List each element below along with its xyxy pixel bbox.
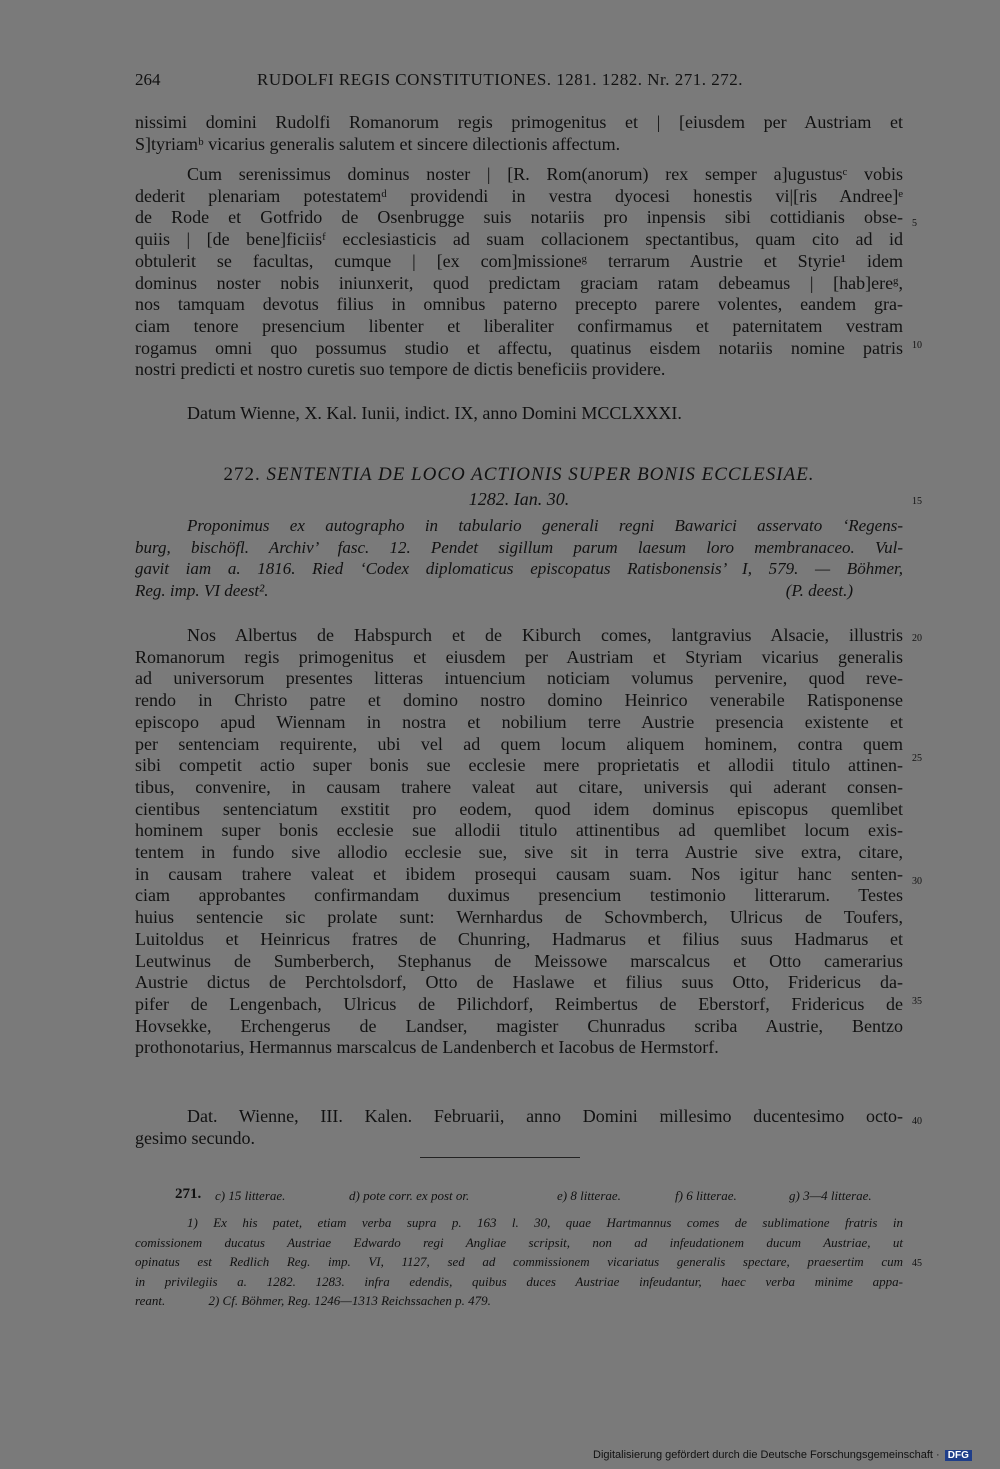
text-line: sibi competit actio super bonis sue ecclesie mere proprietatis et allodii titulo attinen- — [135, 755, 903, 776]
footnote-item: f) 6 litterae. — [675, 1188, 737, 1203]
text-line: comissionem ducatus Austriae Edwardo regi Angliae scripsit, non ad infeudationem ducum Austriae, ut — [135, 1234, 903, 1250]
footnote-item: g) 3—4 litterae. — [789, 1188, 872, 1203]
text-line: ciam tenore presencium libenter et liberaliter confirmamus et paternitatem vestram — [135, 315, 903, 336]
document-title: SENTENTIA DE LOCO ACTIONIS SUPER BONIS ECCLESIAE. — [266, 464, 815, 485]
footnote-item: c) 15 litterae. — [215, 1188, 286, 1203]
line-number: 15 — [912, 496, 922, 507]
text-line: S]tyriamᵇ vicarius generalis salutem et sincere dilectionis affectum. — [135, 133, 621, 154]
text-line: gavit iam a. 1816. Ried ‘Codex diplomaticus episcopatus Ratisbonensis’ I, 579. — Böhmer, — [135, 559, 903, 578]
text-line: in privilegiis a. 1282. 1283. infra edendis, quibus duces Austriae infeudantur, haec verba minime appa- — [135, 1273, 903, 1289]
text-line: de Rode et Gotfrido de Osenbrugge suis notariis pro inpensis sibi cottidianis obse- — [135, 207, 903, 228]
line-number: 45 — [912, 1258, 922, 1269]
line-number: 40 — [912, 1116, 922, 1127]
text-line: rogamus omni quo possumus studio et affectu, quatinus eisdem notariis nomine patris — [135, 337, 903, 358]
text-line — [135, 580, 903, 602]
separator-rule — [420, 1157, 580, 1158]
text-line: gesimo secundo. — [135, 1127, 255, 1148]
text-line: in causam trahere valeat et ibidem prosequi causam suam. Nos igitur hanc senten- — [135, 863, 903, 884]
source-note-end: Reg. imp. VI deest². — [135, 580, 269, 600]
text-line: nos tamquam devotus filius in omnibus paterno precepto parere volentes, eandem gra- — [135, 294, 903, 315]
dfg-logo: DFG — [945, 1450, 972, 1461]
text-line: hominem super bonis ecclesie sue allodii titulo attinentibus ad quemlibet locum exis- — [135, 820, 903, 841]
footnote-item: e) 8 litterae. — [557, 1188, 621, 1203]
running-header — [135, 70, 905, 98]
text-line: obtulerit se facultas, cumque | [ex com]missioneᵍ terrarum Austrie et Styrie¹ idem — [135, 250, 903, 271]
text-line: Luitoldus et Heinricus fratres de Chunring, Hadmarus et filius suus Hadmarus et — [135, 928, 903, 949]
text-line: Cum serenissimus dominus noster | [R. Rom(anorum) rex semper a]ugustusᶜ vobis — [187, 164, 903, 184]
doc272-dating — [135, 1106, 903, 1149]
text-line: Austrie dictus de Perchtolsdorf, Otto de Haslawe et filius suus Otto, Fridericus da- — [135, 972, 903, 993]
footnote-1 — [135, 1213, 903, 1311]
text-line: burg, bischöfl. Archiv’ fasc. 12. Pendet sigillum parum laesum loro membranaceo. Vul- — [135, 537, 903, 557]
text-line: quiis | [de bene]ficiisᶠ ecclesiasticis ad suam collacionem spectantibus, quam cito ad id — [135, 229, 903, 250]
line-number: 35 — [912, 996, 922, 1007]
text-line: Hovsekke, Erchengerus de Landser, magister Chunradus scriba Austrie, Bentzo — [135, 1015, 903, 1036]
text-line: huius sentencie sic prolate sunt: Wernhardus de Schovmberch, Ulricus de Toufers, — [135, 907, 903, 928]
text-line: cientibus sentenciatum exstitit pro eodem, quod idem dominus episcopus quemlibet — [135, 798, 903, 819]
doc271-paragraph — [135, 164, 903, 381]
running-title: RUDOLFI REGIS CONSTITUTIONES. 1281. 1282. Nr. 271. 272. — [257, 70, 744, 89]
text-line: Nos Albertus de Habspurch et de Kiburch comes, lantgravius Alsacie, illustris — [187, 625, 903, 645]
text-line: Proponimus ex autographo in tabulario generali regni Bawarici asservato ‘Regens- — [187, 516, 903, 535]
doc272-date: 1282. Ian. 30. — [468, 489, 570, 509]
text-line: rendo in Christo patre et domino nostro domino Heinrico venerabile Ratisponense — [135, 690, 903, 711]
footer-text: Digitalisierung gefördert durch die Deutsche Forschungsgemeinschaft · — [593, 1449, 940, 1461]
line-number: 30 — [912, 876, 922, 887]
doc271-datum — [135, 403, 903, 425]
doc271-opening — [135, 112, 903, 155]
text-line: Romanorum regis primogenitus et eiusdem per Austriam et Styriam vicarius generalis — [135, 646, 903, 667]
page-number: 264 — [135, 70, 161, 89]
line-number: 10 — [912, 340, 922, 351]
text-line: Leutwinus de Sumberberch, Stephanus de Meissowe marscalcus et Otto camerarius — [135, 950, 903, 971]
doc272-heading — [135, 464, 903, 486]
text-line: pifer de Lengenbach, Ulricus de Pilichdorf, Reimbertus de Eberstorf, Fridericus de — [135, 993, 903, 1014]
doc272-body — [135, 625, 903, 1059]
text-line: nostri predicti et nostro curetis suo tempore de dictis beneficiis providere. — [135, 359, 666, 380]
datum-line: Datum Wienne, X. Kal. Iunii, indict. IX, anno Domini MCCLXXXI. — [187, 403, 682, 423]
text-line: ciam approbantes confirmandam duximus presencium testimonio litterarum. Testes — [135, 885, 903, 906]
footnote-item: d) pote corr. ex post or. — [349, 1188, 470, 1203]
footnote-doc-label: 271. — [175, 1186, 202, 1202]
text-line: ad universorum presentes litteras intuencium noticiam volumus pervenire, quod reve- — [135, 668, 903, 689]
text-line: 1) Ex his patet, etiam verba supra p. 163 l. 30, quae Hartmannus comes de sublimatione fratris in — [187, 1215, 903, 1230]
document-number: 272. — [223, 464, 261, 485]
footnote-1-end: reant. — [135, 1293, 166, 1308]
text-line: Dat. Wienne, III. Kalen. Februarii, anno Domini millesimo ducentesimo octo- — [187, 1106, 903, 1126]
text-line: opinatus est Redlich Reg. imp. VI, 1127, sed ad commissionem vicariatus generalis spectare, praesertim cum — [135, 1254, 903, 1269]
line-number: 5 — [912, 218, 917, 229]
text-line: prothonotarius, Hermannus marscalcus de Landenberch et Iacobus de Hermstorf. — [135, 1037, 719, 1058]
text-line: dominus noster nobis iniunxerit, quod predictam graciam ratam debeamus | [hab]ereᵍ, — [135, 272, 903, 293]
doc272-source-note — [135, 515, 903, 601]
text-line: dederit plenariam potestatemᵈ providendi in vestra dyocesi honestis vi|[ris Andree]ᵉ — [135, 185, 903, 206]
print-note: (P. deest.) — [785, 580, 853, 600]
text-line: per sentenciam requirente, ubi vel ad quem locum aliquem hominem, contra quem — [135, 733, 903, 754]
text-line: tibus, convenire, in causam trahere valeat aut citare, universis qui aderant consen- — [135, 776, 903, 797]
line-number: 25 — [912, 753, 922, 764]
text-line: tentem in fundo sive allodio ecclesie sue, sive sit in terra Austrie sive extra, citare, — [135, 842, 903, 863]
text-line: nissimi domini Rudolfi Romanorum regis primogenitus et | [eiusdem per Austriam et — [135, 112, 903, 132]
line-number: 20 — [912, 633, 922, 644]
footnote-2: 2) Cf. Böhmer, Reg. 1246—1313 Reichssachen p. 479. — [208, 1293, 491, 1308]
text-line: episcopo apud Wiennam in nostra et nobilium terre Austrie presencia existente et — [135, 711, 903, 732]
digitization-footer — [593, 1449, 972, 1461]
text-line — [135, 1291, 903, 1311]
